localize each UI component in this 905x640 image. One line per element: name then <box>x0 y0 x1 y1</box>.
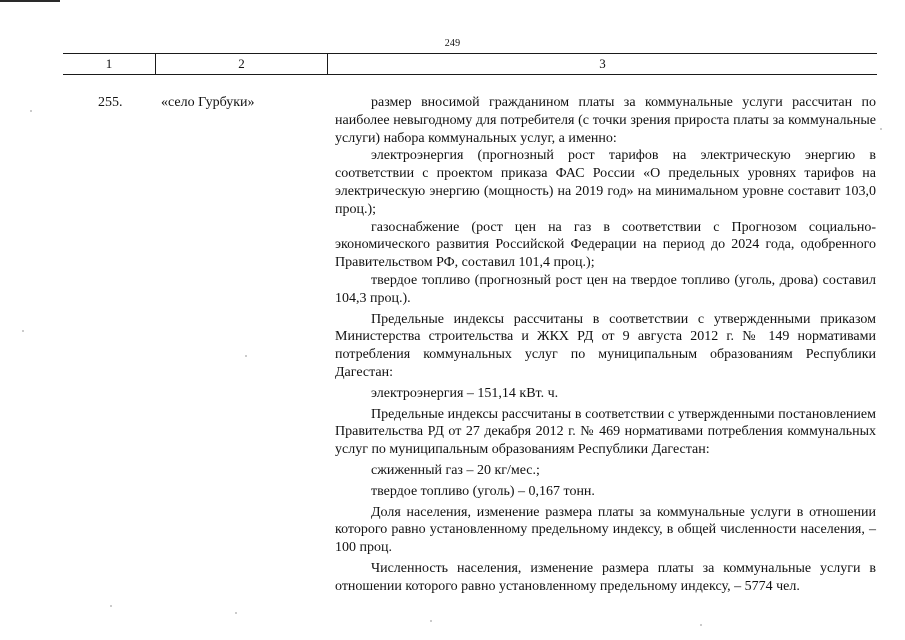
scan-speck <box>110 605 112 607</box>
row-description <box>335 94 876 596</box>
paragraph-electricity-norm: электроэнергия – 151,14 кВт. ч. <box>371 385 559 401</box>
row-number: 255. <box>98 95 123 110</box>
paragraph-solid-fuel: твердое топливо (прогнозный рост цен на твердое топливо (уголь, дрова) составил 104,3 проц.). <box>335 272 876 306</box>
scan-speck <box>245 355 247 357</box>
scan-edge-mark <box>0 0 60 2</box>
paragraph-population-share: Доля населения, изменение размера платы за коммунальные услуги в отношении которого равно установленному предельному индексу, в общей численности населения, – 100 проц. <box>335 504 876 556</box>
paragraph-population-count: Численность населения, изменение размера платы за коммунальные услуги в отношении которого равно установленному предельному индексу, – 5774 чел. <box>335 560 876 594</box>
paragraph-limit-indices-resolution: Предельные индексы рассчитаны в соответствии с утвержденными постановлением Правительства РД от 27 декабря 2012 г. № 469 нормативами потребления коммунальных услуг по муниципальным образованиям Республики Дагестан: <box>335 406 876 458</box>
page-number: 249 <box>444 38 461 49</box>
scan-speck <box>22 330 24 332</box>
column-number-1: 1 <box>63 54 156 74</box>
table-column-header <box>63 53 877 75</box>
paragraph-limit-indices-order: Предельные индексы рассчитаны в соответствии с утвержденными приказом Министерства строительства и ЖКХ РД от 9 августа 2012 г. № 149 нормативами потребления коммунальных услуг по муниципальным образованиям Республики Дагестан: <box>335 311 876 380</box>
paragraph-intro: размер вносимой гражданином платы за коммунальные услуги рассчитан по наиболее невыгодному для потребителя (с точки зрения прироста платы за коммунальные услуги) набора коммунальных услуг, а именно: <box>335 95 876 146</box>
scan-speck <box>700 624 702 626</box>
scan-speck <box>880 128 882 130</box>
scan-speck <box>235 612 237 614</box>
settlement-name: «село Гурбуки» <box>161 95 255 110</box>
paragraph-solid-fuel-norm: твердое топливо (уголь) – 0,167 тонн. <box>371 483 595 499</box>
paragraph-electricity-tariff: электроэнергия (прогнозный рост тарифов на электрическую энергию в соответствии с проектом приказа ФАС России «О предельных уровнях тарифов на электрическую энергию (мощность) на 2019 год» на минимальном уровне составит 103,0 проц.); <box>335 148 876 217</box>
column-number-2: 2 <box>156 54 328 74</box>
paragraph-gas-supply: газоснабжение (рост цен на газ в соответствии с Прогнозом социально-экономического развития Российской Федерации на период до 2024 года, одобренного Правительством РФ, составил 101,4 проц.); <box>335 219 876 271</box>
column-number-3: 3 <box>599 56 606 71</box>
paragraph-liquefied-gas-norm: сжиженный газ – 20 кг/мес.; <box>371 462 540 478</box>
scan-speck <box>430 620 432 622</box>
scan-speck <box>30 110 32 112</box>
